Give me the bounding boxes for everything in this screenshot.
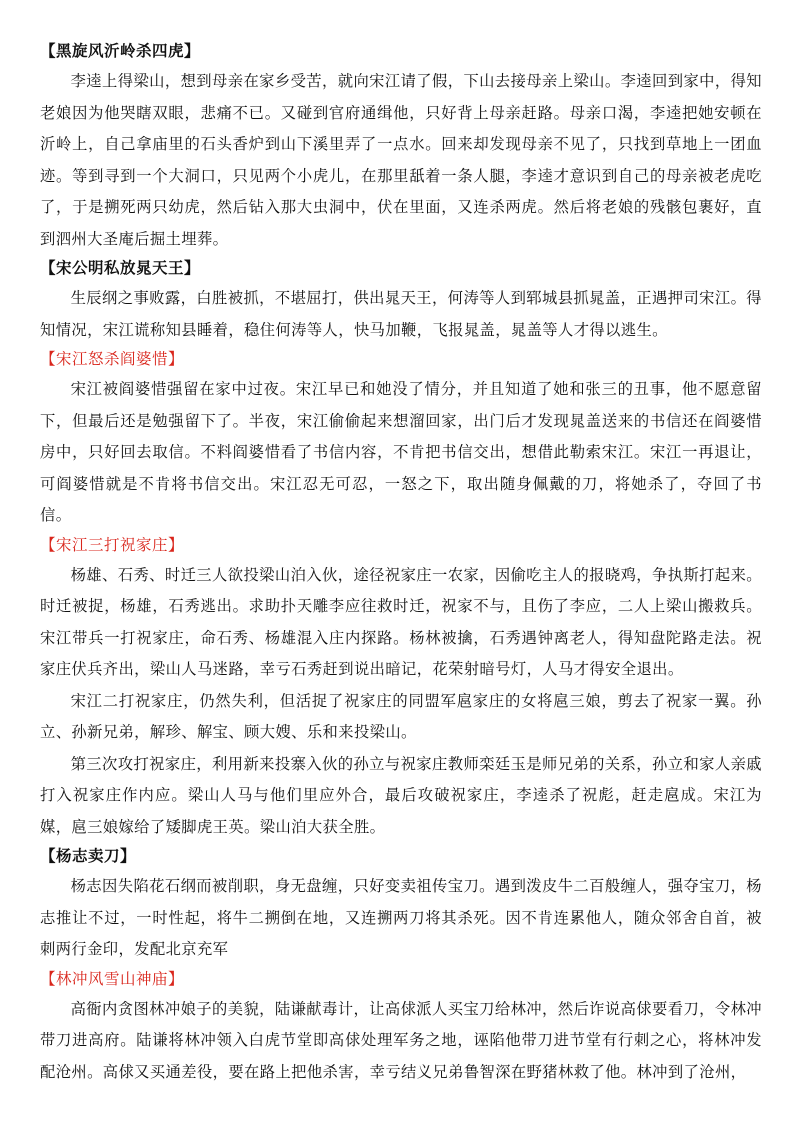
- section-linchong: [40, 966, 762, 1089]
- section-paragraph: 宋江被阎婆惜强留在家中过夜。宋江早已和她没了情分，并且知道了她和张三的丑事，他不愿意留下，但最后还是勉强留下了。半夜，宋江偷偷起来想溜回家，出门后才发现晁盖送来的书信还在阎婆惜房中，只好回去取信。不料阎婆惜看了书信内容，不肯把书信交出，想借此勒索宋江。宋江一再退让，可阎婆惜就是不肯将书信交出。宋江忍无可忍，一怒之下，取出随身佩戴的刀，将她杀了，夺回了书信。: [40, 380, 762, 524]
- section-title-highlighted: 【宋江怒杀阎婆惜】: [40, 350, 185, 368]
- section-paragraph: 杨志因失陷花石纲而被削职，身无盘缠，只好变卖祖传宝刀。遇到泼皮牛二百般缠人，强夺宝刀，杨志推让不过，一时性起，将牛二搠倒在地，又连搠两刀将其杀死。因不肯连累他人，随众邻舍自首，被刺两行金印，发配北京充军: [40, 877, 762, 958]
- section-paragraph: 宋江二打祝家庄，仍然失利，但活捉了祝家庄的同盟军扈家庄的女将扈三娘，剪去了祝家一翼。孙立、孙新兄弟，解珍、解宝、顾大嫂、乐和来投梁山。: [40, 691, 762, 741]
- section-zhujiazhuang: [40, 532, 762, 844]
- section-title-highlighted: 【林冲风雪山神庙】: [40, 969, 185, 988]
- section-paragraph: 第三次攻打祝家庄，利用新来投寨入伙的孙立与祝家庄教师栾廷玉是师兄弟的关系，孙立和家人亲戚打入祝家庄作内应。梁山人马与他们里应外合，最后攻破祝家庄，李逵杀了祝彪，赶走扈成。宋江为媒，扈三娘嫁给了矮脚虎王英。梁山泊大获全胜。: [40, 754, 762, 836]
- section-heixuanfeng: [40, 38, 762, 255]
- section-title: 【黑旋风沂岭杀四虎】: [40, 41, 201, 60]
- section-songgongming: [40, 255, 762, 346]
- section-paragraph: 杨雄、石秀、时迁三人欲投梁山泊入伙，途径祝家庄一农家，因偷吃主人的报晓鸡，争执斯打起来。时迁被捉，杨雄，石秀逃出。求助扑天雕李应往救时迁，祝家不与，且伤了李应，二人上梁山搬救兵。宋江带兵一打祝家庄，命石秀、杨雄混入庄内探路。杨林被擒，石秀遇钟离老人，得知盘陀路走法。祝家庄伏兵齐出，梁山人马迷路，幸亏石秀赶到说出暗记，花荣射暗号灯，人马才得安全退出。: [40, 565, 762, 678]
- section-paragraph: 生辰纲之事败露，白胜被抓，不堪屈打，供出晁天王，何涛等人到郓城县抓晁盖，正遇押司宋江。得知情况，宋江谎称知县睡着，稳住何涛等人，快马加鞭，飞报晁盖，晁盖等人才得以逃生。: [40, 289, 762, 339]
- section-yangzhi: [40, 843, 762, 966]
- section-paragraph: 高衙内贪图林冲娘子的美貌，陆谦献毒计，让高俅派人买宝刀给林冲，然后诈说高俅要看刀，令林冲带刀进高府。陆谦将林冲领入白虎节堂即高俅处理军务之地，诬陷他带刀进节堂有行刺之心，将林冲发配沧州。高俅又买通差役，要在路上把他杀害，幸亏结义兄弟鲁智深在野猪林救了他。林冲到了沧州，: [40, 999, 762, 1081]
- section-title: 【杨志卖刀】: [40, 846, 137, 865]
- section-paragraph: 李逵上得梁山，想到母亲在家乡受苦，就向宋江请了假，下山去接母亲上梁山。李逵回到家中，得知老娘因为他哭瞎双眼，悲痛不已。又碰到官府通缉他，只好背上母亲赶路。母亲口渴，李逵把她安顿在沂岭上，自己拿庙里的石头香炉到山下溪里弄了一点水。回来却发现母亲不见了，只找到草地上一团血迹。等到寻到一个大洞口，只见两个小虎儿，在那里舐着一条人腿，李逵才意识到自己的母亲被老虎吃了，于是搠死两只幼虎，然后钻入那大虫洞中，伏在里面，又连杀两虎。然后将老娘的残骸包裹好，直到泗州大圣庵后掘土埋葬。: [40, 72, 762, 248]
- section-songjiang-yanpoxi: [40, 346, 762, 532]
- section-title: 【宋公明私放晁天王】: [40, 258, 201, 277]
- section-title-highlighted: 【宋江三打祝家庄】: [40, 535, 185, 554]
